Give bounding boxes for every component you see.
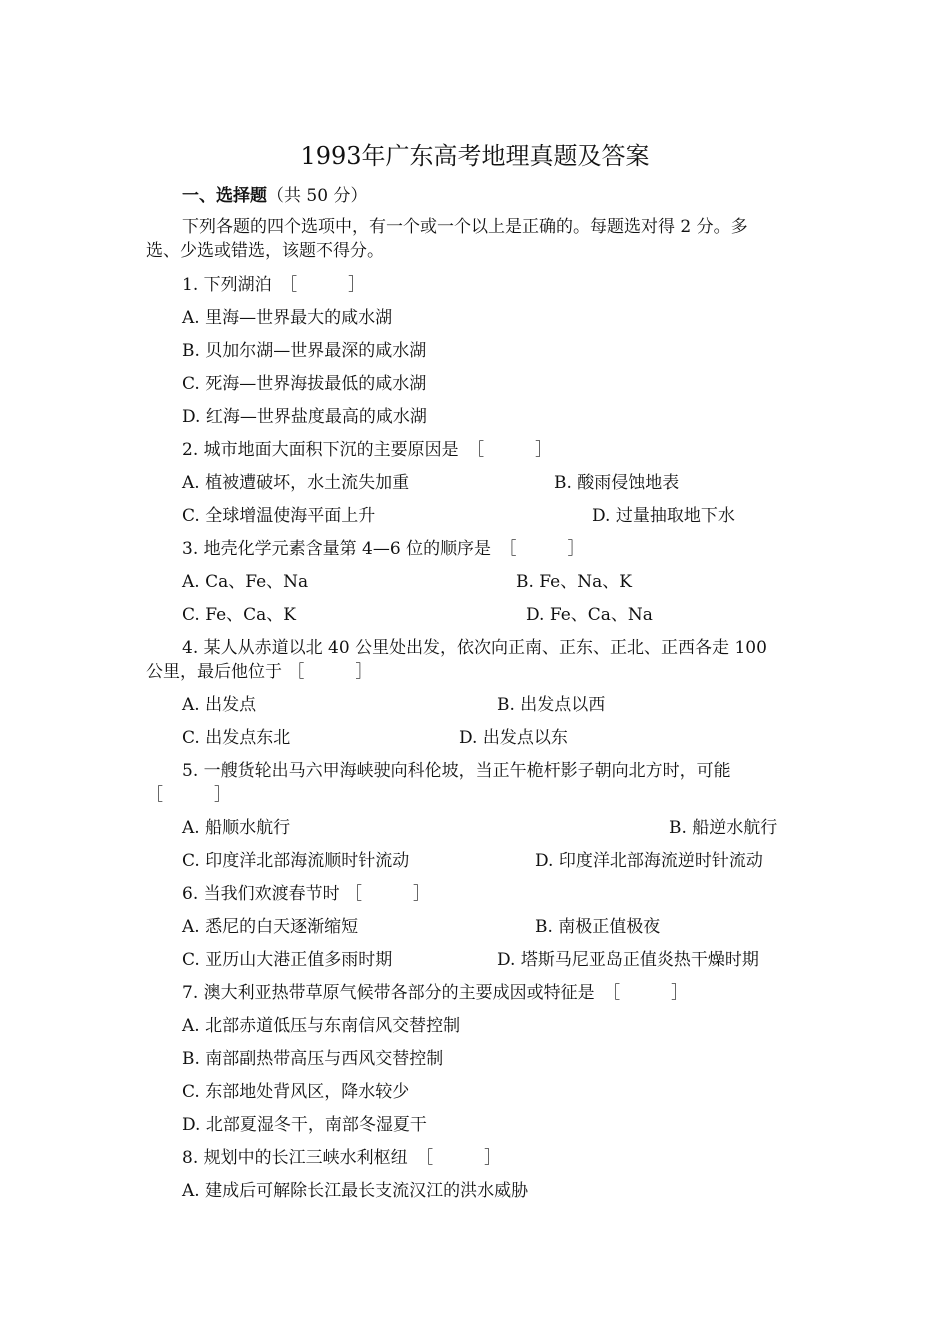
question-4-option-b: B. 出发点以西: [497, 695, 606, 715]
question-4-option-d: D. 出发点以东: [459, 728, 568, 748]
question-7-option-d: D. 北部夏湿冬干，南部冬湿夏干: [182, 1115, 427, 1135]
question-4-option-a: A. 出发点: [182, 695, 257, 715]
question-5-stem-line-1: 5. 一艘货轮出马六甲海峡驶向科伦坡，当正午桅杆影子朝向北方时，可能: [182, 761, 731, 781]
question-1-option-a: A. 里海—世界最大的咸水湖: [182, 308, 393, 328]
question-3-option-b: B. Fe、Na、K: [516, 572, 632, 592]
question-3-stem: 3. 地壳化学元素含量第 4—6 位的顺序是 ［ ］: [182, 539, 585, 559]
question-6-stem: 6. 当我们欢渡春节时 ［ ］: [182, 884, 431, 904]
question-1-option-d: D. 红海—世界盐度最高的咸水湖: [182, 407, 427, 427]
section-title: 一、选择题: [182, 186, 267, 206]
question-2-option-b: B. 酸雨侵蚀地表: [554, 473, 680, 493]
question-2-stem: 2. 城市地面大面积下沉的主要原因是 ［ ］: [182, 440, 553, 460]
question-8-option-a: A. 建成后可解除长江最长支流汉江的洪水威胁: [182, 1181, 529, 1201]
question-6-option-d: D. 塔斯马尼亚岛正值炎热干燥时期: [497, 950, 759, 970]
question-5-option-c: C. 印度洋北部海流顺时针流动: [182, 851, 410, 871]
question-5-option-b: B. 船逆水航行: [669, 818, 778, 838]
question-5-option-d: D. 印度洋北部海流逆时针流动: [535, 851, 763, 871]
page-title: 1993年广东高考地理真题及答案: [300, 142, 650, 170]
question-2-option-a: A. 植被遭破坏，水土流失加重: [182, 473, 410, 493]
question-7-option-a: A. 北部赤道低压与东南信风交替控制: [182, 1016, 461, 1036]
intro-line-1: 下列各题的四个选项中，有一个或一个以上是正确的。每题选对得 2 分。多: [182, 217, 748, 237]
question-6-option-a: A. 悉尼的白天逐渐缩短: [182, 917, 359, 937]
question-1-option-c: C. 死海—世界海拔最低的咸水湖: [182, 374, 427, 394]
question-5-stem-line-2: ［ ］: [146, 785, 231, 805]
question-4-stem-line-2: 公里，最后他位于 ［ ］: [146, 662, 373, 682]
question-3-option-d: D. Fe、Ca、Na: [526, 605, 653, 625]
question-2-option-c: C. 全球增温使海平面上升: [182, 506, 376, 526]
question-3-option-a: A. Ca、Fe、Na: [182, 572, 309, 592]
section-note: （共 50 分）: [267, 186, 368, 206]
question-4-option-c: C. 出发点东北: [182, 728, 291, 748]
question-1-option-b: B. 贝加尔湖—世界最深的咸水湖: [182, 341, 427, 361]
question-6-option-c: C. 亚历山大港正值多雨时期: [182, 950, 393, 970]
question-6-option-b: B. 南极正值极夜: [535, 917, 661, 937]
question-5-option-a: A. 船顺水航行: [182, 818, 291, 838]
question-7-option-c: C. 东部地处背风区，降水较少: [182, 1082, 410, 1102]
question-1-stem: 1. 下列湖泊 ［ ］: [182, 275, 366, 295]
section-heading: [182, 185, 367, 207]
question-7-option-b: B. 南部副热带高压与西风交替控制: [182, 1049, 444, 1069]
question-8-stem: 8. 规划中的长江三峡水利枢纽 ［ ］: [182, 1148, 502, 1168]
intro-line-2: 选、少选或错选，该题不得分。: [146, 241, 384, 261]
question-3-option-c: C. Fe、Ca、K: [182, 605, 296, 625]
question-7-stem: 7. 澳大利亚热带草原气候带各部分的主要成因或特征是 ［ ］: [182, 983, 689, 1003]
question-2-option-d: D. 过量抽取地下水: [592, 506, 735, 526]
question-4-stem-line-1: 4. 某人从赤道以北 40 公里处出发，依次向正南、正东、正北、正西各走 100: [182, 638, 767, 658]
